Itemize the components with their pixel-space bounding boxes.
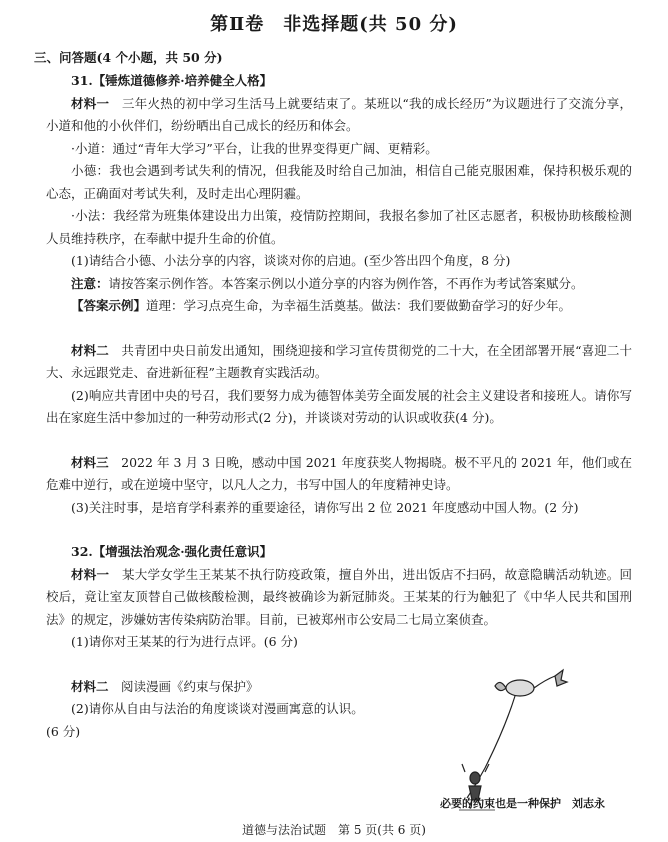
q31-example [46,295,632,318]
q32-m2-label: 材料二 [71,678,109,694]
q31-example-label: 【答案示例】 [71,298,147,313]
content [46,70,632,743]
page-footer: 道德与法治试题 第 5 页(共 6 页) [242,823,426,837]
q32-sub-2: (2)请你从自由与法治的角度谈谈对漫画寓意的认识。 [71,701,364,716]
q31-m2-label: 材料二 [71,342,109,358]
q31-note-label: 注意： [71,275,109,291]
q31-material-2 [46,340,632,385]
q31-note-text: 请按答案示例作答。本答案示例以小道分享的内容为例作答，不再作为考试答案赋分。 [108,275,584,291]
q31-m1-label: 材料一 [71,95,110,111]
question-31 [46,70,632,541]
kite-icon [467,670,567,798]
q31-sub-3: (3)关注时事，是培育学科素养的重要途径，请你写出 2 位 2021 年度感动中国人物。(2 分) [71,499,579,515]
section-heading: 三、问答题(4 个小题，共 50 分) [34,50,223,65]
q32-sub-1: (1)请你对王某某的行为进行点评。(6 分) [71,634,298,649]
q31-xiaodao: ·小道：通过“青年大学习”平台，让我的世界变得更广阔、更精彩。 [71,140,438,156]
q32-head: 32.【增强法治观念·强化责任意识】 [71,544,273,559]
q32-sub-2-score: (6 分) [46,723,81,739]
q32-m1-text: 某大学女学生王某某不执行防疫政策，擅自外出，进出饭店不扫码，故意隐瞒活动轨迹。回校后，竟让室友顶替自己做核酸检测，最终被确诊为新冠肺炎。王某某的行为触犯了《中华人民共和国刑法》的规定，涉嫌妨害传染病防治罪。目前，已被郑州市公安局二七局立案侦查。 [46,566,632,627]
q31-example-text: 道理：学习点亮生命，为幸福生活奠基。做法：我们要做勤奋学习的好少年。 [146,298,572,313]
q31-xiaode: 小德：我也会遇到考试失利的情况，但我能及时给自己加油，相信自己能克服困难，保持积极乐观的心态，正确面对考试失利，及时走出心理阴霾。 [46,163,632,201]
q31-material-1 [46,93,632,138]
q31-m3-text: 2022 年 3 月 3 日晚，感动中国 2021 年度获奖人物揭晓。极不平凡的 2021 年，他们或在危难中逆行，或在逆境中坚守，以凡人之力，书写中国人的年度精神史诗。 [46,454,632,492]
q31-xiaofa: ·小法：我经常为班集体建设出力出策，疫情防控期间，我报名参加了社区志愿者，积极协助核酸检测人员维持秩序，在奉献中提升生命的价值。 [46,208,632,246]
q31-note [46,273,632,296]
q31-m2-text: 共青团中央日前发出通知，围绕迎接和学习宣传贯彻党的二十大，在全团部署开展“喜迎二十大、永远跟党走、奋进新征程”主题教育实践活动。 [46,342,632,380]
q31-material-3 [46,452,632,497]
cartoon-caption: 必要的约束也是一种保护 刘志永 [440,797,605,810]
page-title: 第Ⅱ卷 非选择题(共 50 分) [210,14,458,35]
q31-m3-label: 材料三 [71,454,109,470]
q31-sub-1: (1)请结合小德、小法分享的内容，谈谈对你的启迪。(至少答出四个角度，8 分) [71,253,511,268]
q32-m2-text: 阅读漫画《约束与保护》 [108,678,259,694]
q32-m1-label: 材料一 [71,566,110,582]
q31-sub-2: (2)响应共青团中央的号召，我们要努力成为德智体美劳全面发展的社会主义建设者和接班人。请你写出在家庭生活中参加过的一种劳动形式(2 分)，并谈谈对劳动的认识或收获(4 分)。 [46,387,632,425]
q31-head: 31.【锤炼道德修养·培养健全人格】 [71,73,273,88]
q31-m1-text: 三年火热的初中学习生活马上就要结束了。某班以“我的成长经历”为议题进行了交流分享，小道和他的小伙伴们，纷纷晒出自己成长的经历和体会。 [46,95,632,133]
q32-material-1 [46,564,632,632]
